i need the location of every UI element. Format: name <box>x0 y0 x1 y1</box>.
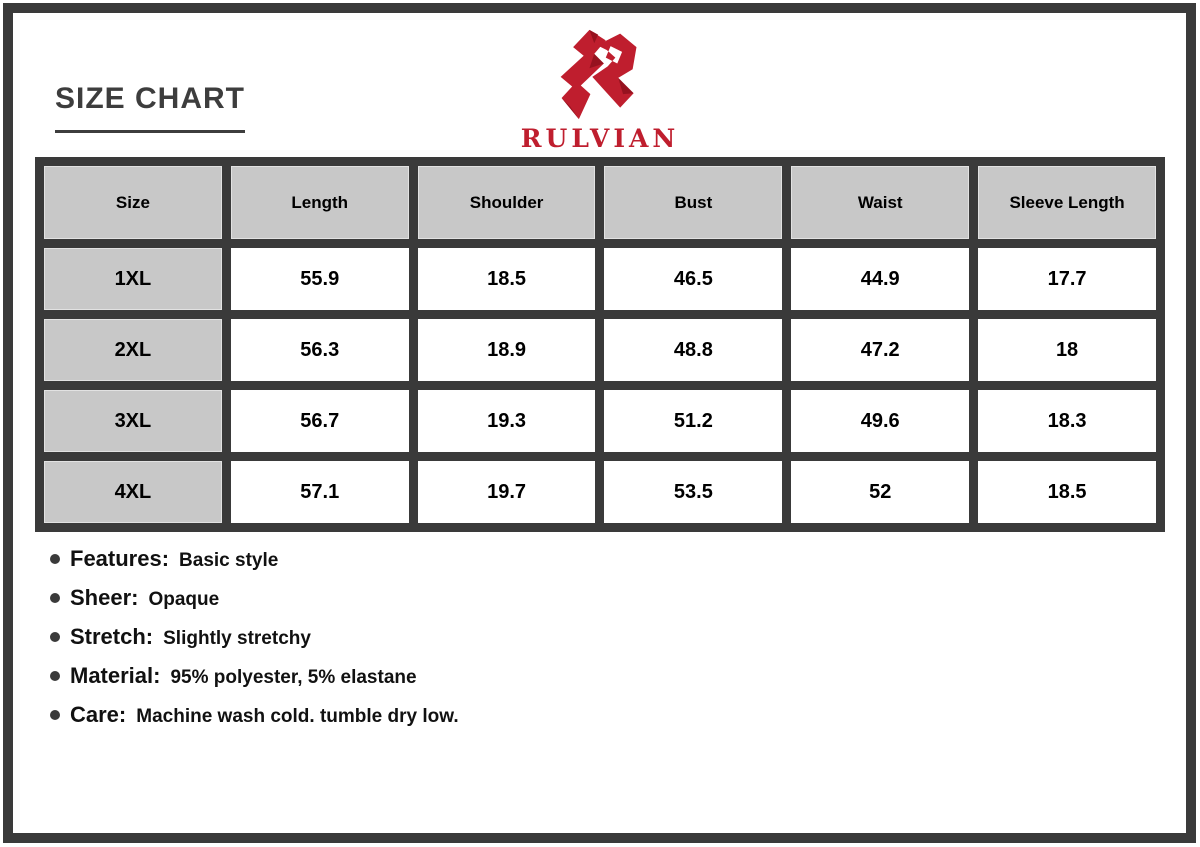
detail-item-material <box>50 663 459 689</box>
size-label-cell: 4XL <box>44 461 222 523</box>
table-row-4xl <box>44 461 1156 523</box>
column-header-sleeve-length: Sleeve Length <box>978 166 1156 239</box>
measurement-cell: 47.2 <box>791 319 969 381</box>
product-details-list <box>50 546 459 741</box>
measurement-cell: 19.7 <box>418 461 596 523</box>
size-label-cell: 2XL <box>44 319 222 381</box>
table-row-3xl <box>44 390 1156 452</box>
table-row-2xl <box>44 319 1156 381</box>
table-row-1xl <box>44 248 1156 310</box>
measurement-cell: 57.1 <box>231 461 409 523</box>
column-header-length: Length <box>231 166 409 239</box>
detail-value: Machine wash cold. tumble dry low. <box>136 706 459 727</box>
detail-item-features <box>50 546 459 572</box>
column-header-size: Size <box>44 166 222 239</box>
measurement-cell: 19.3 <box>418 390 596 452</box>
measurement-cell: 18.5 <box>978 461 1156 523</box>
measurement-cell: 44.9 <box>791 248 969 310</box>
column-header-waist: Waist <box>791 166 969 239</box>
detail-label: Material: <box>70 663 161 688</box>
detail-label: Care: <box>70 702 127 727</box>
detail-item-stretch <box>50 624 459 650</box>
measurement-cell: 48.8 <box>604 319 782 381</box>
bullet-icon <box>50 710 60 720</box>
measurement-cell: 17.7 <box>978 248 1156 310</box>
brand-logo <box>0 26 1200 153</box>
measurement-cell: 51.2 <box>604 390 782 452</box>
bullet-icon <box>50 671 60 681</box>
measurement-cell: 18 <box>978 319 1156 381</box>
detail-item-care <box>50 702 459 728</box>
detail-item-sheer <box>50 585 459 611</box>
detail-value: 95% polyester, 5% elastane <box>170 667 417 688</box>
size-chart-table <box>35 157 1165 532</box>
measurement-cell: 56.7 <box>231 390 409 452</box>
size-label-cell: 1XL <box>44 248 222 310</box>
page-title: SIZE CHART <box>55 84 245 133</box>
measurement-cell: 18.3 <box>978 390 1156 452</box>
measurement-cell: 55.9 <box>231 248 409 310</box>
measurement-cell: 53.5 <box>604 461 782 523</box>
measurement-cell: 46.5 <box>604 248 782 310</box>
detail-label: Stretch: <box>70 624 154 649</box>
column-header-shoulder: Shoulder <box>418 166 596 239</box>
detail-label: Features: <box>70 546 170 571</box>
detail-label: Sheer: <box>70 585 139 610</box>
measurement-cell: 56.3 <box>231 319 409 381</box>
table-header-row <box>44 166 1156 239</box>
detail-value: Slightly stretchy <box>163 628 311 649</box>
detail-value: Basic style <box>179 550 279 571</box>
measurement-cell: 49.6 <box>791 390 969 452</box>
column-header-bust: Bust <box>604 166 782 239</box>
measurement-cell: 18.9 <box>418 319 596 381</box>
bullet-icon <box>50 554 60 564</box>
size-label-cell: 3XL <box>44 390 222 452</box>
measurement-cell: 18.5 <box>418 248 596 310</box>
brand-wordmark: RULVIAN <box>520 124 680 153</box>
bullet-icon <box>50 593 60 603</box>
rulvian-r-logo-icon <box>545 26 655 122</box>
bullet-icon <box>50 632 60 642</box>
measurement-cell: 52 <box>791 461 969 523</box>
detail-value: Opaque <box>148 589 220 610</box>
